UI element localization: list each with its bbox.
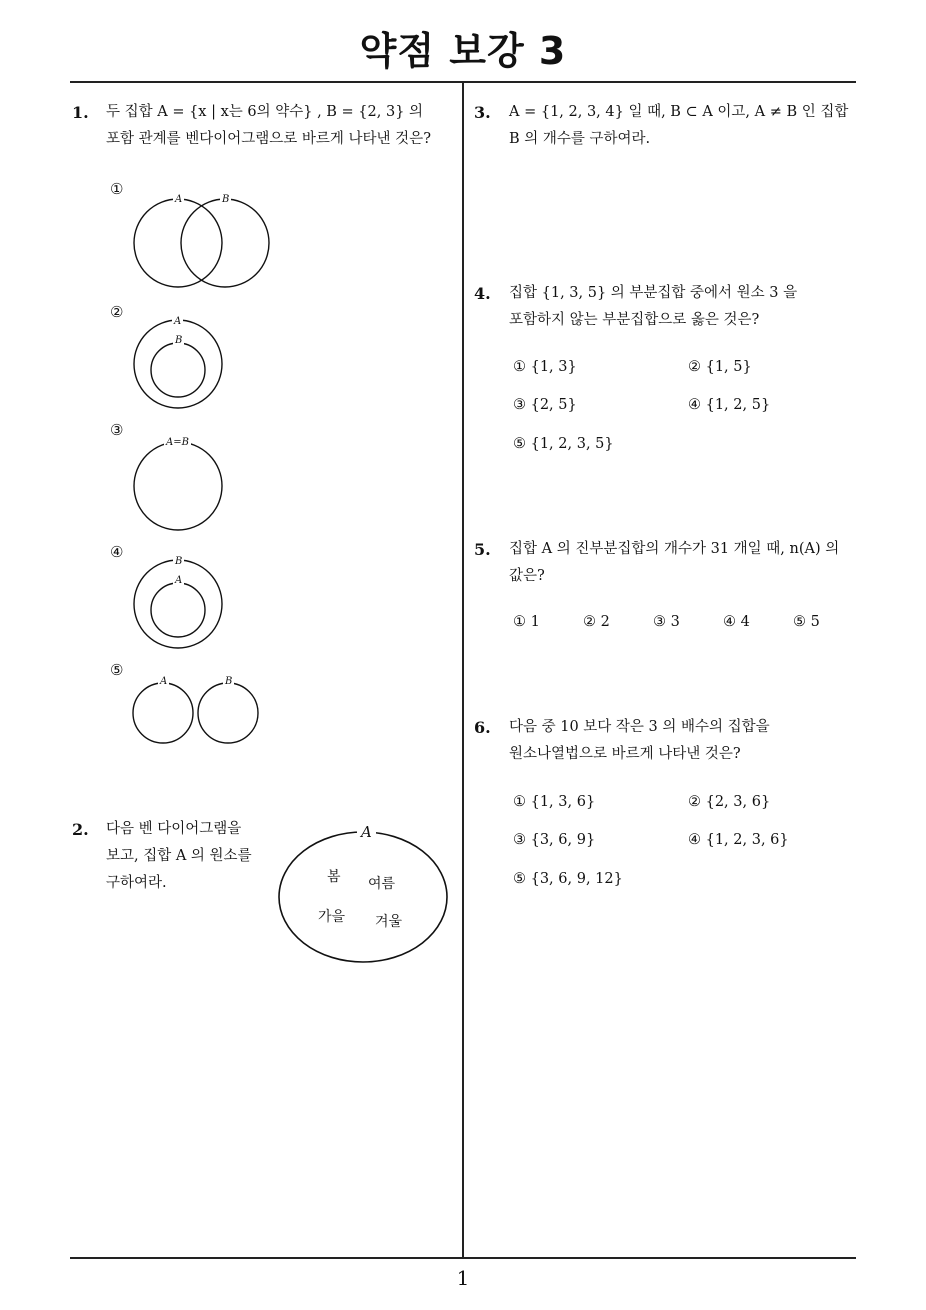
q1-choice2-label-b: B <box>175 335 183 346</box>
q5-option-1[interactable]: ① 1 <box>513 614 540 630</box>
q6-option-3[interactable]: ③ {3, 6, 9} <box>513 832 596 848</box>
q2-venn-diagram <box>278 830 450 965</box>
q3-text <box>509 99 848 153</box>
q2-set-label: A <box>357 823 376 841</box>
q1-choice2-mark[interactable]: ② <box>110 303 124 321</box>
q1-choice2-label-a: A <box>174 316 182 327</box>
q1-choice1-label-b: B <box>222 194 230 205</box>
bottom-rule <box>70 1257 856 1259</box>
q2-element-3: 가을 <box>318 909 346 925</box>
q2-element-1: 봄 <box>327 869 341 885</box>
q2-text <box>106 816 252 897</box>
q5-line1: 집합 A 의 진부분집합의 개수가 31 개일 때, n(A) 의 <box>509 541 840 557</box>
page-number: 1 <box>456 1266 470 1290</box>
q5-option-2[interactable]: ② 2 <box>583 614 610 630</box>
q4-option-3[interactable]: ③ {2, 5} <box>513 397 577 413</box>
q6-option-2[interactable]: ② {2, 3, 6} <box>688 794 771 810</box>
q1-choice1-diagram[interactable] <box>130 195 275 295</box>
q1-choice1-mark[interactable]: ① <box>110 180 124 198</box>
q4-option-4[interactable]: ④ {1, 2, 5} <box>688 397 771 413</box>
q6-option-5[interactable]: ⑤ {3, 6, 9, 12} <box>513 871 623 887</box>
q1-choice4-label-b: B <box>175 556 183 567</box>
q1-choice5-mark[interactable]: ⑤ <box>110 661 124 679</box>
q1-text <box>106 99 431 153</box>
q6-text <box>509 714 770 768</box>
q1-choice1-label-a: A <box>175 194 183 205</box>
q1-line2: 포함 관계를 벤다이어그램으로 바르게 나타낸 것은? <box>106 131 431 147</box>
q1-choice5-label-b: B <box>225 676 233 687</box>
q3-line1: A = {1, 2, 3, 4} 일 때, B ⊂ A 이고, A ≠ B 인 집합 <box>509 104 849 120</box>
q6-line2: 원소나열법으로 바르게 나타낸 것은? <box>509 746 741 762</box>
q1-choice3-label: A=B <box>166 437 189 448</box>
q4-option-5[interactable]: ⑤ {1, 2, 3, 5} <box>513 436 614 452</box>
column-divider <box>462 82 464 1258</box>
q4-option-2[interactable]: ② {1, 5} <box>688 359 752 375</box>
q5-option-5[interactable]: ⑤ 5 <box>793 614 820 630</box>
q5-option-3[interactable]: ③ 3 <box>653 614 680 630</box>
q1-choice2-diagram[interactable] <box>130 318 230 413</box>
q5-option-4[interactable]: ④ 4 <box>723 614 750 630</box>
q2-element-2: 여름 <box>368 876 396 892</box>
q1-choice3-mark[interactable]: ③ <box>110 421 124 439</box>
q3-line2: B 의 개수를 구하여라. <box>509 131 651 147</box>
q6-option-1[interactable]: ① {1, 3, 6} <box>513 794 596 810</box>
q1-choice4-diagram[interactable] <box>130 558 230 653</box>
q5-text <box>509 536 839 590</box>
q6-option-4[interactable]: ④ {1, 2, 3, 6} <box>688 832 789 848</box>
q1-choice5-diagram[interactable] <box>130 678 265 748</box>
q4-option-1[interactable]: ① {1, 3} <box>513 359 577 375</box>
q1-choice5-label-a: A <box>160 676 168 687</box>
q2-line1: 다음 벤 다이어그램을 <box>106 821 242 837</box>
q4-line1: 집합 {1, 3, 5} 의 부분집합 중에서 원소 3 을 <box>509 285 798 301</box>
q2-line2: 보고, 집합 A 의 원소를 <box>106 848 252 864</box>
q5-number: 5. <box>474 540 491 559</box>
q1-choice3-diagram[interactable] <box>130 438 230 533</box>
q3-number: 3. <box>474 103 491 122</box>
q6-line1: 다음 중 10 보다 작은 3 의 배수의 집합을 <box>509 719 770 735</box>
q4-text <box>509 280 797 334</box>
page-title: 약점 보강 3 <box>359 29 567 73</box>
q1-choice4-label-a: A <box>175 575 183 586</box>
q1-line1: 두 집합 A = {x | x는 6의 약수} , B = {2, 3} 의 <box>106 104 424 120</box>
q1-choice4-mark[interactable]: ④ <box>110 543 124 561</box>
q2-line3: 구하여라. <box>106 875 167 891</box>
q2-element-4: 겨울 <box>375 914 403 930</box>
q5-line2: 값은? <box>509 568 545 584</box>
q4-number: 4. <box>474 284 491 303</box>
q2-number: 2. <box>72 820 89 839</box>
q4-line2: 포함하지 않는 부분집합으로 옳은 것은? <box>509 312 760 328</box>
q6-number: 6. <box>474 718 491 737</box>
q1-number: 1. <box>72 103 89 122</box>
